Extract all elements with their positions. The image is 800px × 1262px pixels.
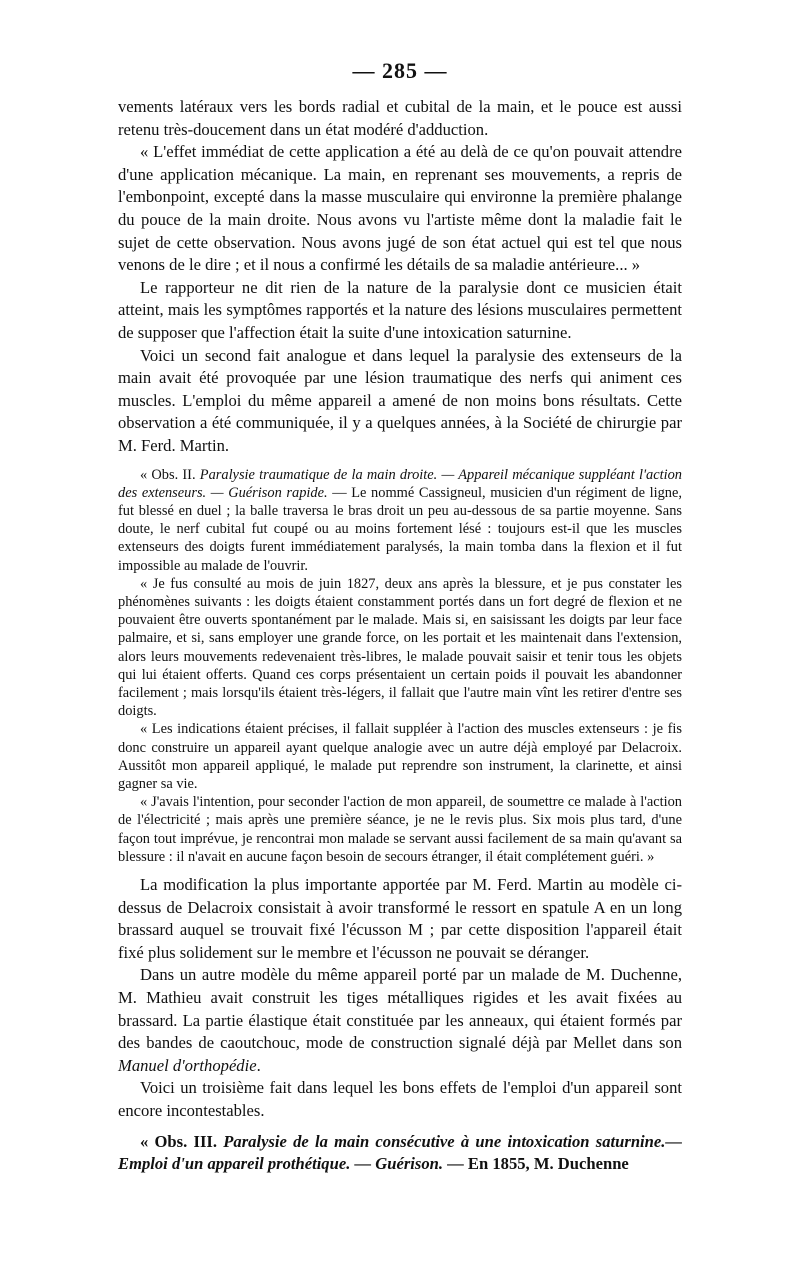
obs2-heading xyxy=(118,466,682,575)
obs2-title: Paralysie traumatique de la main droite. — Appareil mécanique suppléant l'action des extenseurs. — Guérison rapide. xyxy=(118,466,682,501)
obs2-lead: « Obs. II. xyxy=(140,466,196,483)
obs3-heading xyxy=(118,1131,682,1175)
observation-three xyxy=(118,1131,682,1175)
manual-title: Manuel d'orthopédie xyxy=(118,1055,257,1075)
paragraph-second-fact: Voici un second fait analogue et dans lequel la paralysie des extenseurs de la main avait été provoquée par une lésion traumatique des nerfs qui animent ces muscles. L'emploi du même appareil a amené de non moins bons résultats. Cette observation a été communiquée, il y a quelques années, à la Société de chirurgie par M. Ferd. Martin. xyxy=(118,345,682,455)
opening-section xyxy=(118,96,682,458)
after-observation-section xyxy=(118,874,682,1123)
paragraph-other-model xyxy=(118,964,682,1077)
page-number: — 285 — xyxy=(352,58,448,83)
obs2-quote-3: « J'avais l'intention, pour seconder l'action de mon appareil, de soumettre ce malade à l'action de l'électricité ; mais après une première séance, je ne le revis plus. Six mois plus tard, d'une façon tout imprévue, je rencontrai mon malade se servant aussi facilement de sa main qu'avant sa blessure : il n'avait en aucune façon besoin de secours étranger, il était complétement guéri. » xyxy=(118,794,682,865)
obs2-text: — Le nommé Cassigneul, musicien d'un régiment de ligne, fut blessé en duel ; la balle traversa le bras droit un peu au-dessous de sa partie moyenne. Sans doute, le nerf cubital fut coupé ou au moins fortement lésé : toujours est-il que les muscles extenseurs des doigts furent immédiatement paralysés, la main tomba dans la flexion et il fut impossible au malade de l'ouvrir. xyxy=(118,484,682,574)
observation-two xyxy=(118,466,682,866)
page-body xyxy=(118,96,682,1175)
paragraph-quote-effect: « L'effet immédiat de cette application a été au delà de ce qu'on pouvait attendre d'une application mécanique. La main, en reprenant ses mouvements, a repris de l'embonpoint, excepté dans la masse musculaire qui environne la première phalange du pouce de la main droite. Nous avons vu l'artiste même dont la maladie fait le sujet de cette observation. Nous avons jugé de son état actuel qui est tel que nous venons de le dire ; et il nous a confirmé les détails de sa maladie antérieure... » xyxy=(118,142,682,275)
paragraph-third-fact: Voici un troisième fait dans lequel les bons effets de l'emploi d'un appareil sont encore incontestables. xyxy=(118,1078,682,1120)
obs3-title: Paralysie de la main consécutive à une intoxication saturnine.— Emploi d'un appareil prothétique. — Guérison. xyxy=(118,1131,682,1173)
obs2-quote-2: « Les indications étaient précises, il fallait suppléer à l'action des muscles extenseurs : je fis donc construire un appareil ayant quelque analogie avec un autre déjà employé par Delacroix. Aussitôt mon appareil appliqué, le malade put reprendre son instrument, la clarinette, et ainsi gagner sa vie. xyxy=(118,721,682,792)
obs3-lead: « Obs. III. xyxy=(140,1131,218,1151)
paragraph-modification: La modification la plus importante apportée par M. Ferd. Martin au modèle ci-dessus de Delacroix consistait à avoir transformé le ressort en spatule A en un long brassard auquel se trouvait fixé l'écusson M ; par cette disposition l'appareil était fixé plus solidement sur le membre et l'écusson ne pouvait se déranger. xyxy=(118,874,682,962)
paragraph-rapporteur: Le rapporteur ne dit rien de la nature de la paralysie dont ce musicien était atteint, mais les symptômes rapportés et la nature des lésions musculaires permettent de supposer que l'affection était la suite d'une intoxication saturnine. xyxy=(118,277,682,342)
p6-text: Dans un autre modèle du même appareil porté par un malade de M. Duchenne, M. Mathieu avait construit les tiges métalliques rigides et les avait fixées au brassard. La partie élastique était constituée par les anneaux, qui étaient formés par des bandes de caoutchouc, mode de construction signalé déjà par Mellet dans son xyxy=(118,965,682,1053)
p6-end: . xyxy=(256,1055,261,1075)
obs2-quote-1: « Je fus consulté au mois de juin 1827, deux ans après la blessure, et je pus constater les phénomènes suivants : les doigts étaient constamment portés dans un fort degré de flexion et ne pouvaient être ouverts spontanément par le malade. Mais si, en saisissant les doigts par leur face palmaire, et si, sans employer une grande force, on les portait et les maintenait dans l'extension, alors leurs mouvements redevenaient très-libres, le malade pouvait saisir et tenir tous les objets qui lui étaient offerts. Quand ces corps présentaient un certain poids il pouvait les abandonner facilement ; mais lorsqu'ils étaient très-légers, il fallait que l'autre main vînt les retirer d'entre ses doigts. xyxy=(118,575,682,720)
paragraph-continuation: vements latéraux vers les bords radial et cubital de la main, et le pouce est aussi retenu très-doucement dans un état modéré d'adduction. xyxy=(118,97,682,139)
obs3-text: — En 1855, M. Duchenne xyxy=(447,1153,629,1173)
